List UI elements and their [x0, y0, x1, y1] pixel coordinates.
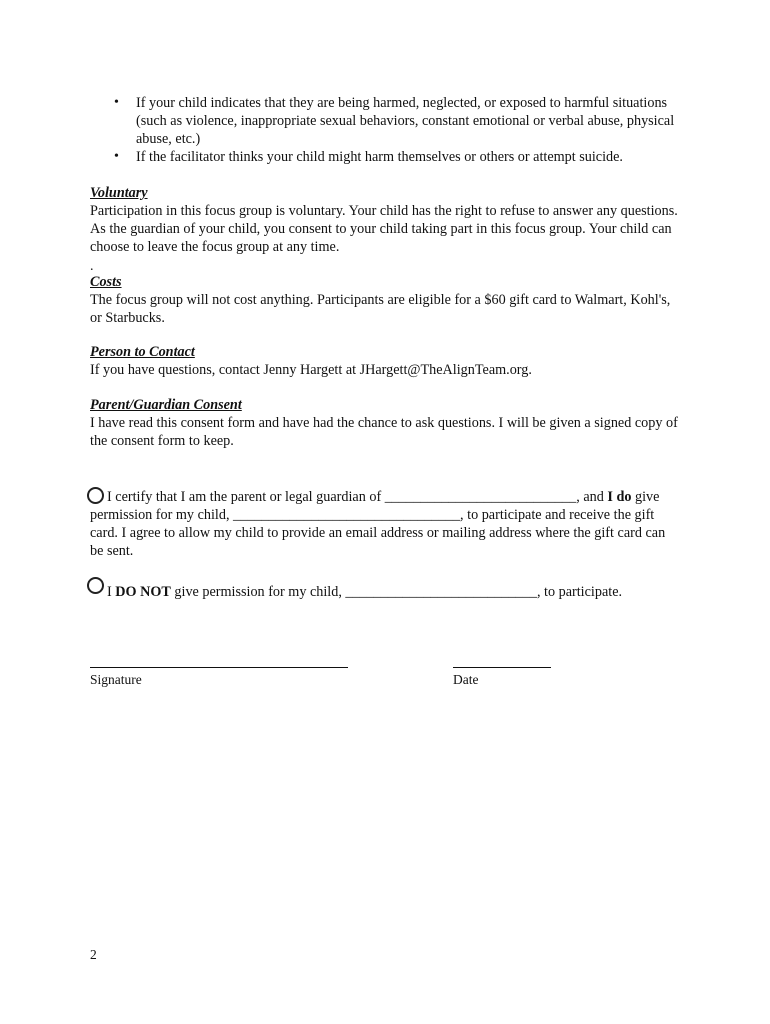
- permission-yes-part1: I certify that I am the parent or legal guardian of ___________________________, and: [107, 489, 608, 505]
- voluntary-section: [90, 184, 680, 256]
- consent-heading: Parent/Guardian Consent: [90, 397, 242, 413]
- page-number: 2: [90, 947, 97, 962]
- permission-no-bold: DO NOT: [115, 584, 171, 600]
- date-label: Date: [453, 672, 479, 687]
- signature-label: Signature: [90, 672, 142, 687]
- costs-body: The focus group will not cost anything. Participants are eligible for a $60 gift card to Walmart, Kohl's, or Starbucks.: [90, 292, 671, 326]
- permission-no-text: [90, 583, 680, 601]
- permission-yes-text: [90, 488, 680, 560]
- reporting-conditions-list: [136, 94, 696, 166]
- voluntary-body: Participation in this focus group is voluntary. Your child has the right to refuse to answer any questions. As the guardian of your child, you consent to your child taking part in this focus group. Your child can choose to leave the focus group at any time.: [90, 203, 678, 255]
- date-line[interactable]: [453, 667, 551, 668]
- costs-heading: Costs: [90, 274, 122, 290]
- permission-yes-bold: I do: [607, 489, 632, 505]
- voluntary-heading: Voluntary: [90, 185, 148, 201]
- stray-period: .: [90, 259, 94, 274]
- contact-heading: Person to Contact: [90, 344, 195, 360]
- list-item: • If your child indicates that they are being harmed, neglected, or exposed to harmful situations (such as violence, inappropriate sexual behaviors, constant emotional or verbal abuse, physical abuse, etc.): [136, 94, 696, 148]
- list-item: • If the facilitator thinks your child might harm themselves or others or attempt suicide.: [136, 148, 696, 166]
- permission-yes-part2: give permission for my child, ________________________________, to participate and receive the gift card. I agree to allow my child to provide an email address or mailing address where the gift card can be sent.: [90, 489, 666, 559]
- consent-section: [90, 396, 680, 450]
- permission-no-part1: I: [107, 584, 116, 600]
- contact-body: If you have questions, contact Jenny Hargett at JHargett@TheAlignTeam.org.: [90, 362, 532, 378]
- signature-line[interactable]: [90, 667, 348, 668]
- consent-body: I have read this consent form and have had the chance to ask questions. I will be given a signed copy of the consent form to keep.: [90, 415, 678, 449]
- costs-section: [90, 273, 680, 327]
- contact-section: [90, 343, 680, 379]
- permission-no-part2: give permission for my child, ___________________________, to participate.: [170, 584, 623, 600]
